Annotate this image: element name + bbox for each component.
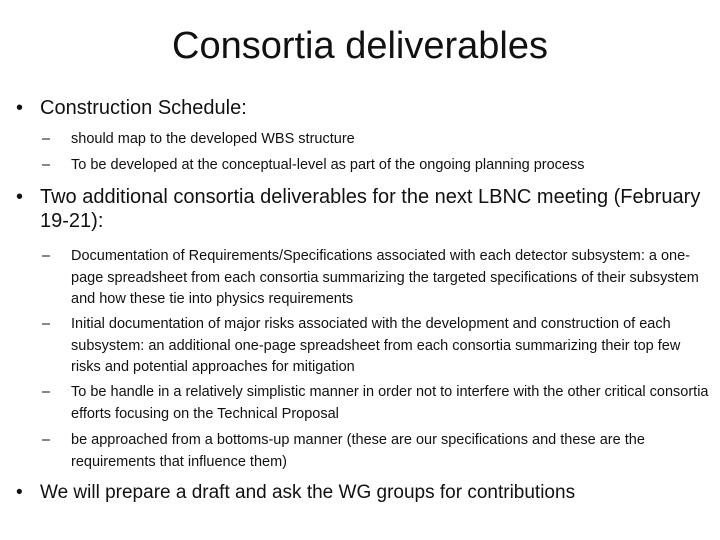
sub-bullet-text: To be handle in a relatively simplistic manner in order not to interfere with the other critical consortia efforts focusing on the Technical Proposal — [71, 384, 709, 422]
dash-marker: – — [42, 248, 51, 264]
dash-marker: – — [42, 384, 51, 400]
slide-title: Consortia deliverables — [172, 25, 548, 67]
bullet-text: We will prepare a draft and ask the WG groups for contributions — [40, 482, 576, 503]
dash-marker: – — [42, 157, 51, 173]
dash-marker: – — [42, 432, 51, 448]
sub-bullet-text: To be developed at the conceptual-level as part of the ongoing planning process — [71, 157, 585, 173]
bullet-item — [16, 481, 706, 505]
sub-bullet-item — [42, 314, 710, 379]
sub-bullet-item — [42, 246, 710, 311]
sub-bullet-item — [42, 129, 710, 151]
bullet-text: Two additional consortia deliverables for the next LBNC meeting (February 19-21): — [40, 186, 701, 232]
sub-bullet-item — [42, 430, 710, 473]
sub-bullet-text: Initial documentation of major risks associated with the development and construction of each subsystem: an additional one-page spreadsheet from each consortia summarizing their top few risks and potential approaches for mitigation — [71, 316, 681, 375]
sub-bullet-text: be approached from a bottoms-up manner (these are our specifications and these are the requirements that influence them) — [71, 432, 645, 470]
sub-bullet-item — [42, 382, 710, 425]
bullet-text: Construction Schedule: — [40, 97, 247, 119]
dash-marker: – — [42, 131, 51, 147]
sub-bullet-item — [42, 155, 710, 177]
bullet-marker: • — [16, 186, 24, 208]
sub-bullet-text: Documentation of Requirements/Specifications associated with each detector subsystem: a one-page spreadsheet from each consortia summarizing the targeted specifications of their subsystem and how these tie into physics requirements — [71, 248, 699, 307]
bullet-item — [16, 185, 706, 233]
sub-bullet-text: should map to the developed WBS structure — [71, 131, 355, 147]
bullet-item — [16, 96, 706, 120]
dash-marker: – — [42, 316, 51, 332]
bullet-marker: • — [16, 97, 24, 119]
bullet-marker: • — [16, 482, 23, 503]
